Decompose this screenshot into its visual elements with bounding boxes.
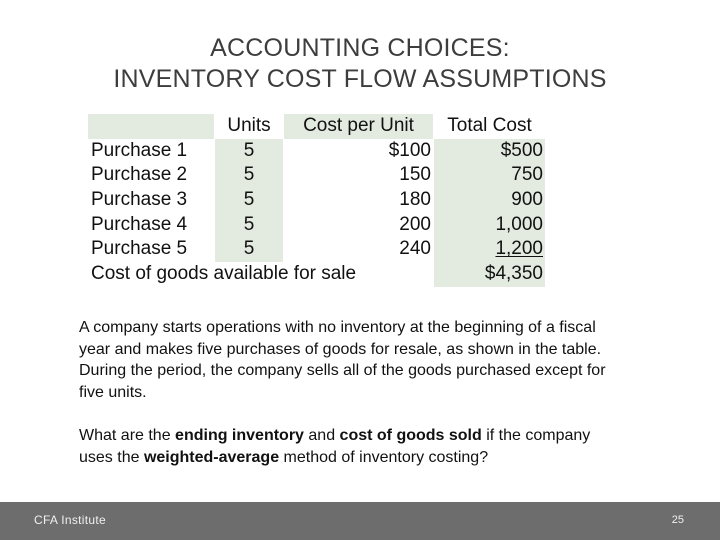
problem-description: A company starts operations with no inventory at the beginning of a fiscal year and makes five purchases of goods for resale, as shown in the table. During the period, the company sells all of the goods purchased except for five units. bbox=[79, 319, 606, 401]
page-number: 25 bbox=[671, 514, 684, 526]
question-part: if the company uses the bbox=[79, 427, 591, 466]
row-total: 900 bbox=[434, 188, 545, 213]
row-units: 5 bbox=[215, 213, 283, 238]
row-total: 1,000 bbox=[434, 213, 545, 238]
row-total-underlined: 1,200 bbox=[495, 238, 543, 260]
header-units: Units bbox=[227, 115, 271, 136]
row-units: 5 bbox=[215, 188, 283, 213]
row-cost: 240 bbox=[399, 238, 431, 260]
row-label: Purchase 1 bbox=[91, 139, 188, 161]
row-units: 5 bbox=[215, 163, 283, 188]
row-total: $500 bbox=[434, 139, 545, 164]
question-text bbox=[79, 425, 624, 468]
footer-bar bbox=[0, 502, 720, 540]
question-part: method of inventory costing? bbox=[279, 448, 489, 466]
question-part: What are the bbox=[79, 427, 176, 444]
row-label: Purchase 3 bbox=[91, 189, 188, 211]
row-total: 750 bbox=[434, 163, 545, 188]
question-part: and bbox=[303, 427, 340, 444]
question-bold-cogs: cost of goods sold bbox=[339, 427, 482, 444]
row-cost: $100 bbox=[388, 139, 431, 161]
header-blank-cell bbox=[88, 114, 214, 139]
row-label: Purchase 2 bbox=[91, 164, 188, 186]
row-cost: 180 bbox=[399, 189, 431, 211]
row-cost: 150 bbox=[399, 164, 431, 186]
slide-title-line-1: ACCOUNTING CHOICES: bbox=[210, 34, 510, 62]
summary-label: Cost of goods available for sale bbox=[91, 263, 357, 285]
question-bold-weighted-average: weighted-average bbox=[143, 448, 280, 466]
row-cost: 200 bbox=[399, 213, 431, 235]
row-label: Purchase 5 bbox=[91, 238, 188, 260]
row-units: 5 bbox=[215, 237, 283, 262]
header-cost-per-unit: Cost per Unit bbox=[284, 114, 433, 139]
row-units: 5 bbox=[215, 139, 283, 164]
question-bold-ending-inventory: ending inventory bbox=[175, 427, 304, 444]
cfa-institute-logo: CFA Institute bbox=[34, 513, 106, 527]
slide-title bbox=[0, 33, 720, 95]
row-label: Purchase 4 bbox=[91, 213, 188, 235]
header-total-cost: Total Cost bbox=[447, 115, 532, 136]
summary-total: $4,350 bbox=[434, 262, 545, 287]
slide-title-line-2: INVENTORY COST FLOW ASSUMPTIONS bbox=[113, 65, 607, 93]
row-total bbox=[434, 237, 545, 262]
